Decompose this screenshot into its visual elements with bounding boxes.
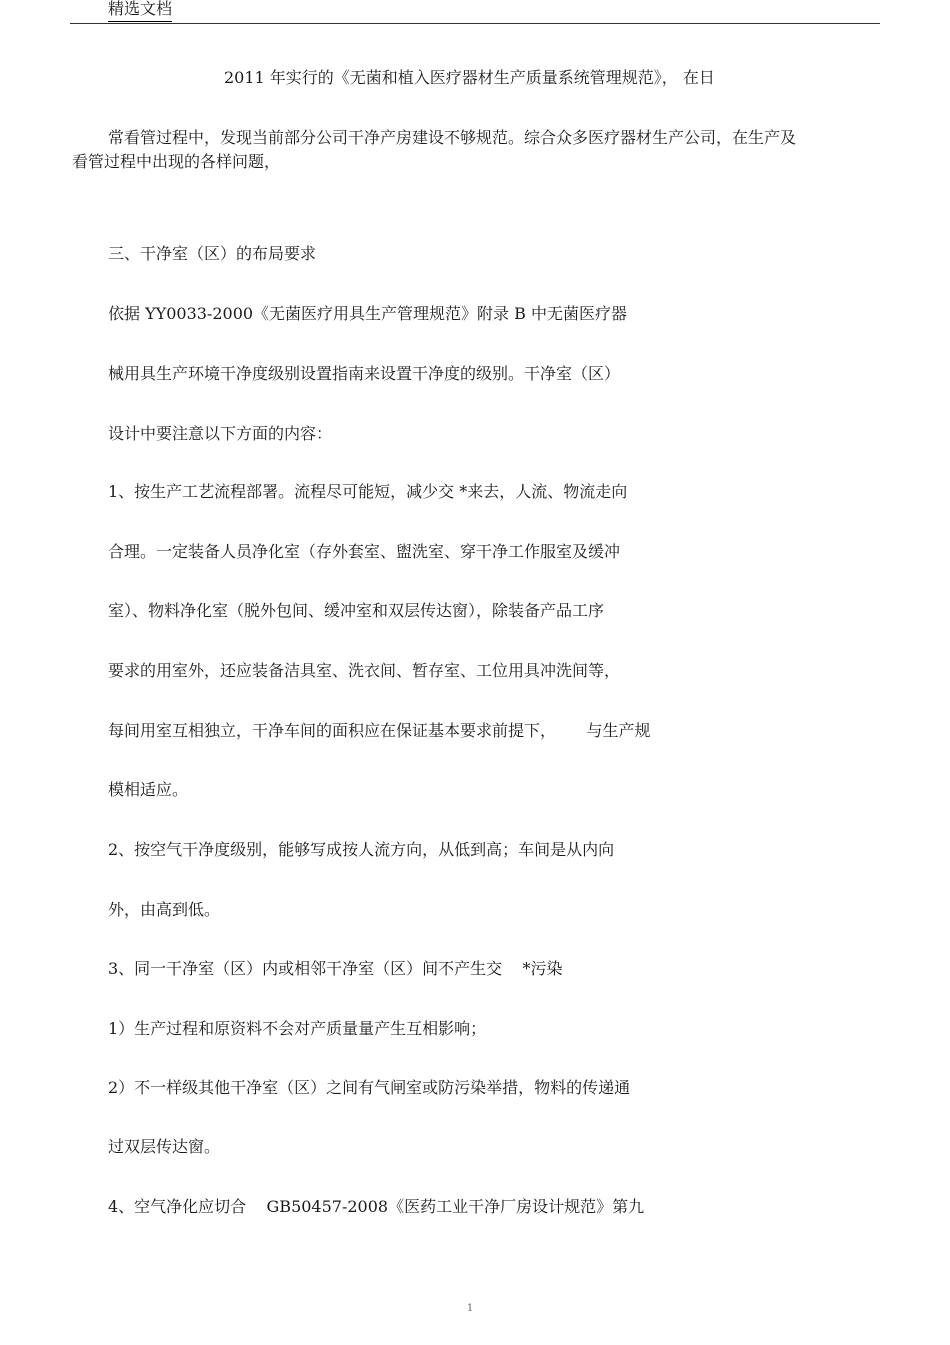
body-line: 外，由高到低。 [108, 900, 221, 919]
body-line: 模相适应。 [108, 780, 189, 799]
paragraph-line-2: 看管过程中出现的各样问题， [72, 152, 281, 171]
body-line: 要求的用室外，还应装备洁具室、洗衣间、暂存室、工位用具冲洗间等， [108, 661, 621, 680]
body-line: 室）、物料净化室（脱外包间、缓冲室和双层传达窗），除装备产品工序 [108, 601, 605, 620]
body-line: 4、空气净化应切合 GB50457-2008《医药工业干净厂房设计规范》第九 [108, 1197, 645, 1216]
header-divider [70, 23, 880, 24]
body-line: 械用具生产环境干净度级别设置指南来设置干净度的级别。干净室（区） [108, 364, 621, 383]
body-line: 合理。一定装备人员净化室（存外套室、盥洗室、穿干净工作服室及缓冲 [108, 542, 621, 561]
body-line: 过双层传达窗。 [108, 1137, 221, 1156]
page-number: 1 [466, 1303, 474, 1314]
header-label: 精选文档 [108, 0, 172, 22]
paragraph-line-1: 常看管过程中，发现当前部分公司干净产房建设不够规范。综合众多医疗器材生产公司，在生产及 [108, 128, 797, 147]
body-line: 每间用室互相独立，干净车间的面积应在保证基本要求前提下， 与生产规 [108, 721, 651, 740]
body-line: 1、按生产工艺流程部署。流程尽可能短，减少交 *来去，人流、物流走向 [108, 482, 628, 501]
section-heading: 三、干净室（区）的布局要求 [108, 244, 317, 263]
body-line: 2）不一样级其他干净室（区）之间有气闸室或防污染举措，物料的传递通 [108, 1078, 631, 1097]
body-line: 2、按空气干净度级别，能够写成按人流方向，从低到高；车间是从内向 [108, 840, 615, 859]
intro-paragraph [72, 126, 880, 174]
intro-line: 2011 年实行的《无菌和植入医疗器材生产质量系统管理规范》， 在日 [224, 68, 715, 87]
body-line: 设计中要注意以下方面的内容： [108, 424, 333, 443]
body-line: 依据 YY0033-2000《无菌医疗用具生产管理规范》附录 B 中无菌医疗器 [108, 304, 627, 323]
body-line: 1）生产过程和原资料不会对产质量量产生互相影响； [108, 1019, 487, 1038]
body-line: 3、同一干净室（区）内或相邻干净室（区）间不产生交 *污染 [108, 959, 563, 978]
